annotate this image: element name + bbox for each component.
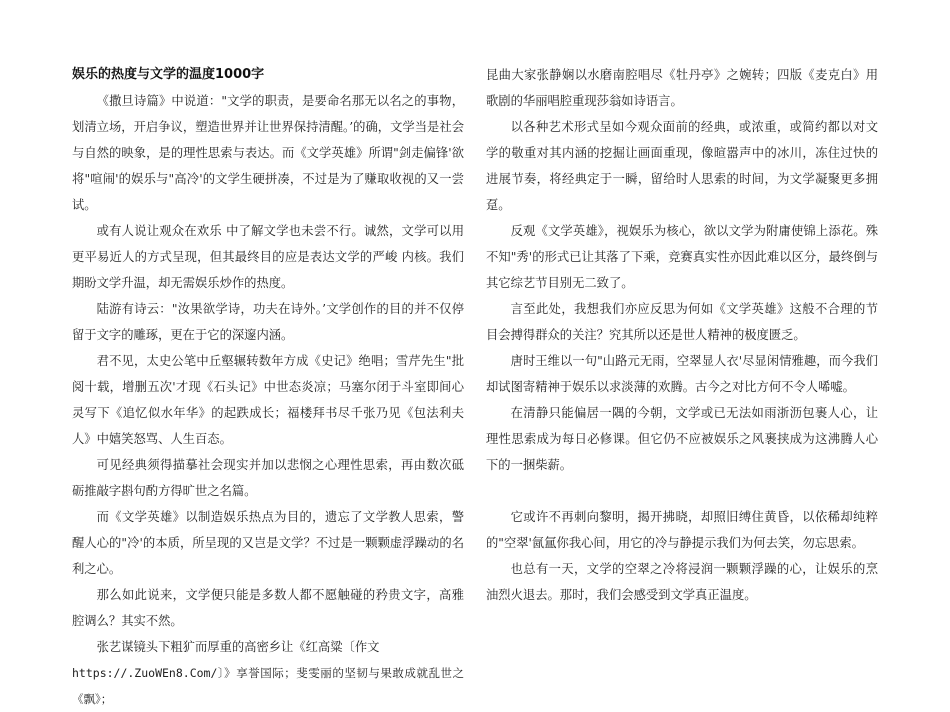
- paragraph: 以各种艺术形式呈如今观众面前的经典，或浓重，或简约都以对文学的敬重对其内涵的挖掘让画面重现，像暄嚣声中的冰川，冻住过快的进展节奏，将经典定于一瞬，留给时人思索的时间，为文学凝聚更多拥趸。: [486, 120, 878, 212]
- paragraph-continuation: 昆曲大家张静娴以水磨南腔唱尽《牡丹亭》之婉转；四版《麦克白》用歌剧的华丽唱腔重现莎翁如诗语言。: [486, 68, 878, 108]
- right-column: [486, 62, 878, 608]
- paragraph: 言至此处，我想我们亦应反思为何如《文学英雄》这般不合理的节目会搏得群众的关注？究其所以还是世人精神的极度匮乏。: [486, 302, 878, 342]
- page-title: 娱乐的热度与文学的温度1000字: [72, 67, 265, 82]
- paragraph: 君不见，太史公笔中丘壑辗转数年方成《史记》绝唱；雪芹先生"批阅十载，增删五次'才现《石头记》中世态炎凉；马塞尔闭于斗室即间心灵写下《追忆似水年华》的起跌成长；福楼拜书尽千张乃见《包法利夫人》中嬉笑怒骂、人生百态。: [72, 354, 464, 446]
- url-line: https://.ZuoWEn8.Com/〕》享誉国际；斐雯丽的坚韧与果敢成就乱世之《飘》；: [72, 666, 464, 706]
- paragraph: 唐时王维以一句"山路元无雨，空翠显人衣'尽显闲情雅趣，而今我们却试图寄精神于娱乐以求淡薄的欢腾。古今之对比方何不令人唏嘘。: [486, 354, 878, 394]
- paragraph: 可见经典须得描摹社会现实并加以悲悯之心理性思索，再由数次砥砺推敲字斟句酌方得旷世之名篇。: [72, 458, 464, 498]
- paragraph: 或有人说让观众在欢乐 中了解文学也未尝不行。诚然，文学可以用更平易近人的方式呈现，但其最终目的应是表达文学的严峻 内核。我们期盼文学升温，却无需娱乐炒作的热度。: [72, 224, 464, 290]
- paragraph: 张艺谋镜头下粗犷而厚重的高密乡让《红高粱〔作文: [96, 640, 380, 654]
- paragraph: 反观《文学英雄》，视娱乐为核心，欲以文学为附庸使锦上添花。殊不知"秀'的形式已让其落了下乘，竞赛真实性亦因此难以区分，最终倒与其它综艺节目别无二致了。: [486, 224, 878, 290]
- paragraph: 那么如此说来，文学便只能是多数人都不愿触碰的矜贵文字，高雅腔调么？其实不然。: [72, 588, 464, 628]
- paragraph: 陆游有诗云："汝果欲学诗，功夫在诗外。’文学创作的目的并不仅停留于文字的雕琢，更在于它的深邃内涵。: [72, 302, 464, 342]
- paragraph: 它或许不再刺向黎明，揭开拂晓，却照旧缚住黄昏，以依稀却纯粹的"空翠'氤氲你我心间，用它的冷与静提示我们为何去笑，勿忘思索。: [486, 510, 878, 550]
- left-column: [72, 62, 464, 712]
- paragraph: 而《文学英雄》以制造娱乐热点为目的，遗忘了文学教人思索，警醒人心的"冷'的本质，所呈现的又岂是文学？不过是一颗颗虚浮躁动的名利之心。: [72, 510, 464, 576]
- blank-line: [486, 478, 878, 504]
- paragraph: 也总有一天，文学的空翠之冷将浸润一颗颗浮躁的心，让娱乐的烹油烈火退去。那时，我们会感受到文学真正温度。: [486, 562, 878, 602]
- paragraph: 《撒旦诗篇》中说道："文学的职责，是要命名那无以名之的事物，划清立场，开启争议，塑造世界并让世界保持清醒。’的确，文学当是社会与自然的映象，是的理性思索与表达。而《文学英雄》所谓"剑走偏锋'欲将"喧闹'的娱乐与"高冷'的文学生硬拼凑，不过是为了赚取收视的又一尝试。: [72, 94, 464, 212]
- paragraph: 在清静只能偏居一隅的今朝，文学或已无法如雨浙沥包裹人心，让理性思索成为每日必修课。但它仍不应被娱乐之风裹挟成为这沸腾人心下的一捆柴薪。: [486, 406, 878, 472]
